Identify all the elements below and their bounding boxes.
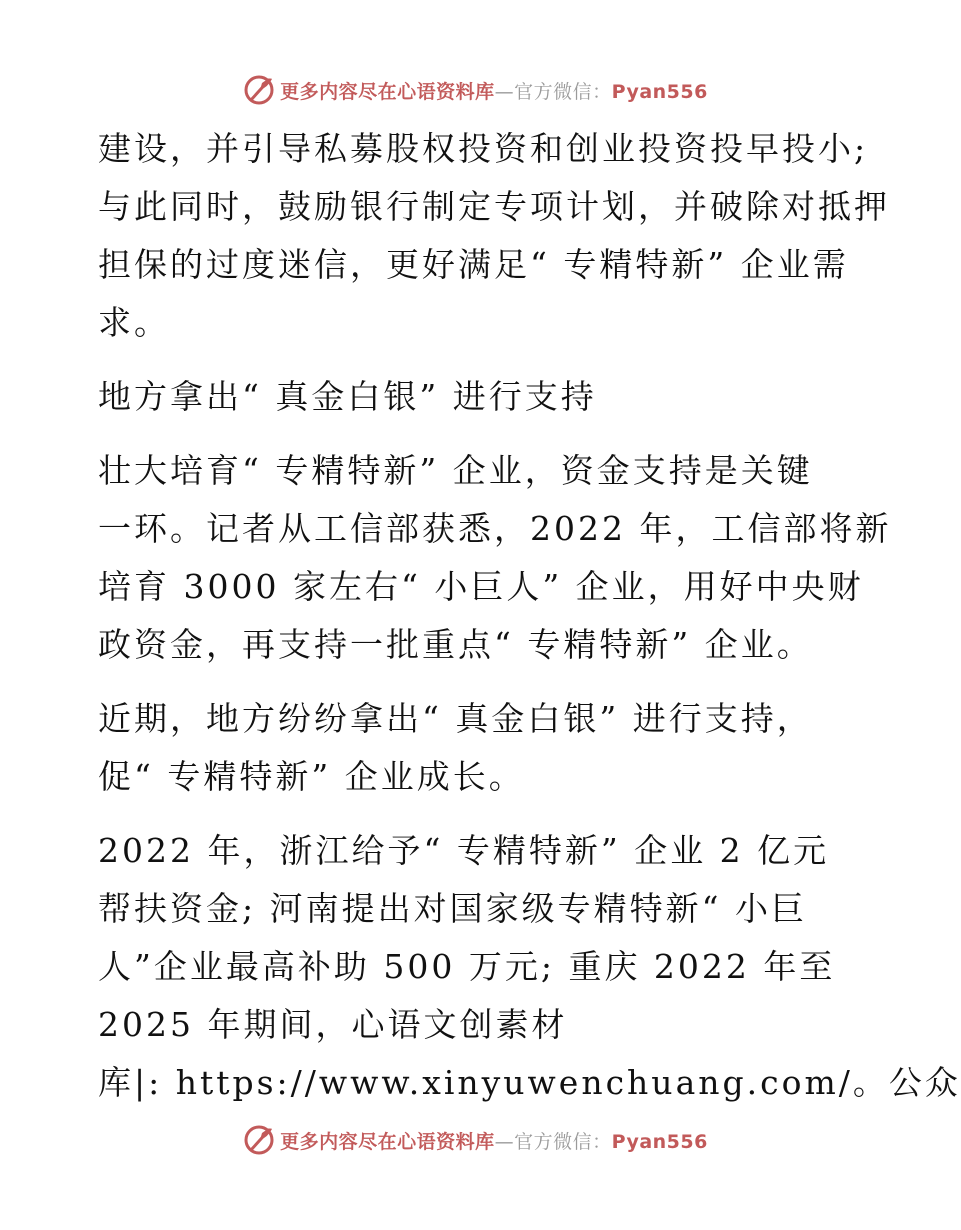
watermark-dash: — (494, 80, 515, 103)
watermark-wechat: Pyan556 (611, 80, 708, 103)
quill-logo-icon (242, 1123, 276, 1157)
text-line: 库|: https://www.xinyuwenchuang.com/。公众 (98, 1063, 961, 1102)
paragraph-4 (98, 822, 961, 1112)
text-line: 2022 年，浙江给予“ 专精特新” 企业 2 亿元 (98, 831, 830, 870)
document-body (98, 120, 961, 1112)
watermark-secondary: 官方微信： (514, 1130, 612, 1153)
watermark-secondary: 官方微信： (514, 80, 612, 103)
header-watermark (0, 70, 950, 110)
text-line: 求。 (98, 303, 170, 342)
text-line: 建设，并引导私募股权投资和创业投资投早投小; (98, 129, 869, 168)
text-line: 2025 年期间，心语文创素材 (98, 1005, 568, 1044)
text-line: 与此同时，鼓励银行制定专项计划，并破除对抵押 (98, 187, 890, 226)
text-line: 人”企业最高补助 500 万元; 重庆 2022 年至 (98, 947, 836, 986)
text-line: 壮大培育“ 专精特新” 企业，资金支持是关键 (98, 451, 813, 490)
text-line: 一环。记者从工信部获悉，2022 年，工信部将新 (98, 509, 892, 548)
watermark-dash: — (494, 1130, 515, 1153)
text-line: 促“ 专精特新” 企业成长。 (98, 757, 525, 796)
paragraph-3 (98, 690, 858, 806)
text-line: 担保的过度迷信，更好满足“ 专精特新” 企业需 (98, 245, 849, 284)
quill-logo-icon (242, 73, 276, 107)
footer-watermark (0, 1120, 950, 1160)
watermark-text (280, 1127, 708, 1154)
text-line: 培育 3000 家左右“ 小巨人” 企业，用好中央财 (98, 567, 864, 606)
text-line: 政资金，再支持一批重点“ 专精特新” 企业。 (98, 625, 813, 664)
watermark-primary: 更多内容尽在心语资料库 (280, 80, 495, 103)
paragraph-2 (98, 442, 892, 674)
text-line: 近期，地方纷纷拿出“ 真金白银” 进行支持， (98, 699, 813, 738)
watermark-text (280, 77, 708, 104)
watermark-wechat: Pyan556 (611, 1130, 708, 1153)
section-heading (98, 368, 858, 426)
heading-line: 地方拿出“ 真金白银” 进行支持 (98, 377, 597, 416)
paragraph-1 (98, 120, 890, 352)
watermark-primary: 更多内容尽在心语资料库 (280, 1130, 495, 1153)
text-line: 帮扶资金; 河南提出对国家级专精特新“ 小巨 (98, 889, 807, 928)
